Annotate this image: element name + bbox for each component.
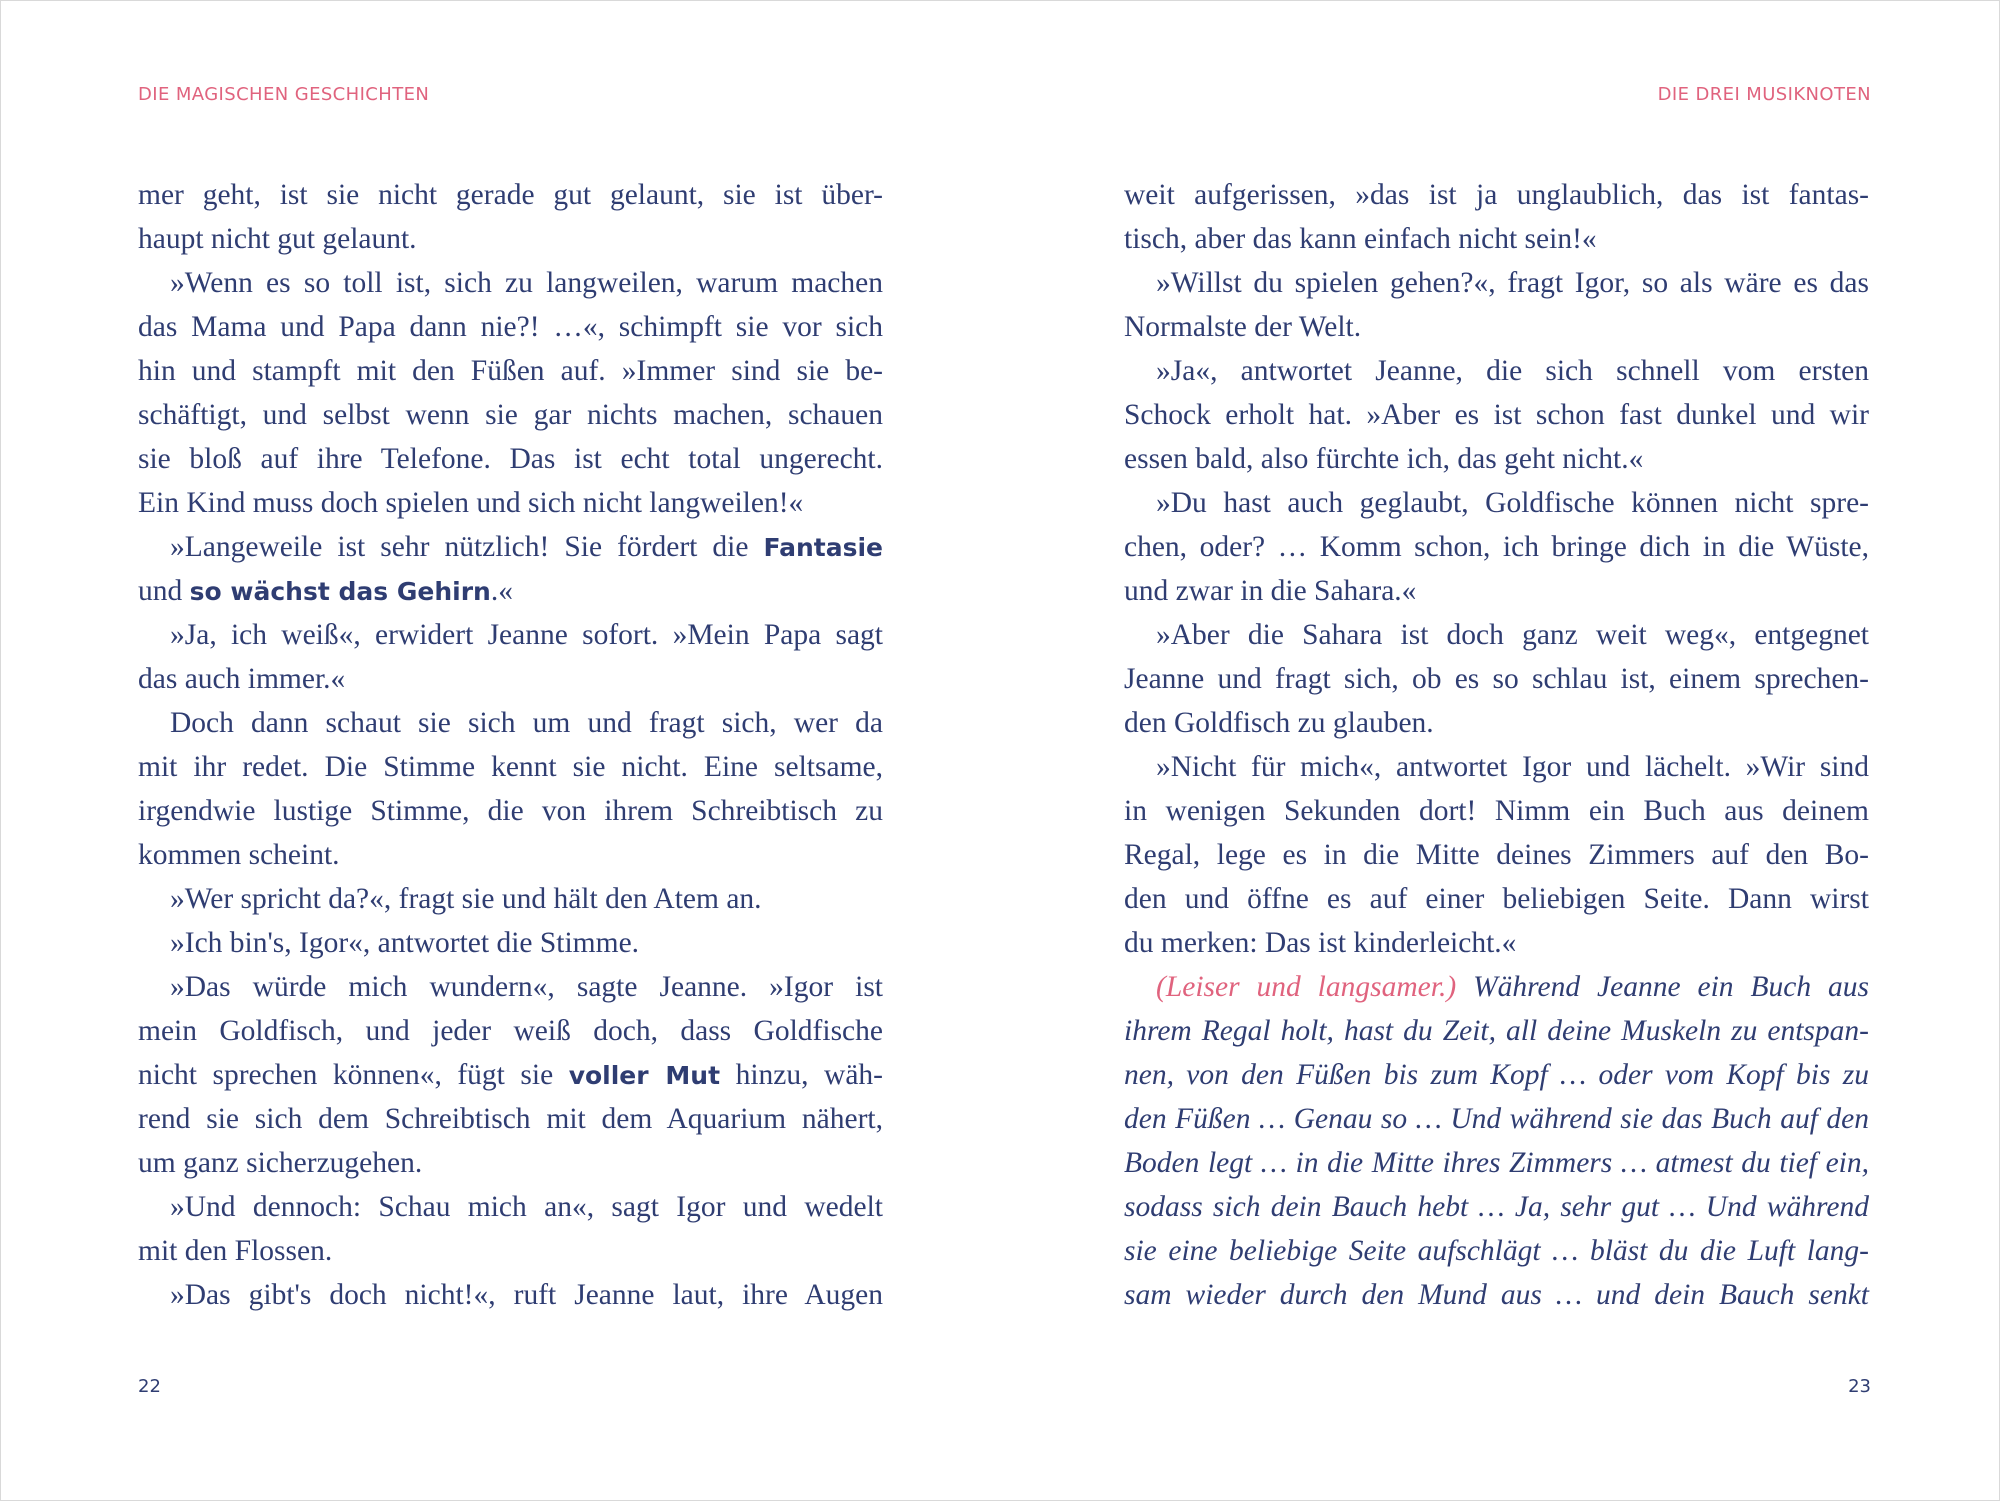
text-line: »Und dennoch: Schau mich an«, sagt Igor und wedelt: [170, 1191, 883, 1223]
text-run: hinzu, wäh-: [720, 1059, 883, 1091]
text-line: »Ja, ich weiß«, erwidert Jeanne sofort. »Mein Papa sagt: [170, 619, 883, 651]
text-line: mit den Flossen.: [138, 1235, 333, 1267]
right-page: [1000, 1, 2000, 1500]
text-line: den und öffne es auf einer beliebigen Seite. Dann wirst: [1124, 883, 1869, 915]
text-line: »Willst du spielen gehen?«, fragt Igor, so als wäre es das: [1156, 267, 1869, 299]
emphasis-fantasie: Fantasie: [763, 533, 883, 562]
text-line: in wenigen Sekunden dort! Nimm ein Buch aus deinem: [1124, 795, 1869, 827]
text-line: Jeanne und fragt sich, ob es so schlau ist, einem sprechen-: [1124, 663, 1869, 695]
text-line: Boden legt … in die Mitte ihres Zimmers … atmest du tief ein,: [1124, 1147, 1869, 1179]
text-line: »Wer spricht da?«, fragt sie und hält den Atem an.: [170, 883, 762, 915]
text-line: [138, 525, 883, 569]
text-line: sie bloß auf ihre Telefone. Das ist echt total ungerecht.: [138, 443, 883, 475]
left-body-text: [138, 173, 883, 1317]
text-line: »Aber die Sahara ist doch ganz weit weg«, entgegnet: [1156, 619, 1869, 651]
text-line: Schock erholt hat. »Aber es ist schon fast dunkel und wir: [1124, 399, 1869, 431]
text-line: irgendwie lustige Stimme, die von ihrem Schreibtisch zu: [138, 795, 883, 827]
text-run: nicht sprechen können«, fügt sie: [138, 1059, 569, 1091]
text-line: Doch dann schaut sie sich um und fragt sich, wer da: [170, 707, 883, 739]
text-line: mer geht, ist sie nicht gerade gut gelaunt, sie ist über-: [138, 179, 883, 211]
text-line: essen bald, also fürchte ich, das geht nicht.«: [1124, 443, 1644, 475]
text-run: »Langeweile ist sehr nützlich! Sie fördert die: [170, 531, 764, 563]
text-run: .«: [490, 575, 513, 607]
text-line: »Nicht für mich«, antwortet Igor und lächelt. »Wir sind: [1156, 751, 1869, 783]
text-line: [1124, 965, 1869, 1009]
text-line: um ganz sicherzugehen.: [138, 1147, 423, 1179]
text-line: [138, 569, 883, 613]
text-line: sam wieder durch den Mund aus … und dein Bauch senkt: [1124, 1279, 1869, 1311]
emphasis-gehirn: so wächst das Gehirn: [189, 577, 491, 606]
text-line: den Füßen … Genau so … Und während sie das Buch auf den: [1124, 1103, 1869, 1135]
page-number-left: 22: [138, 1376, 161, 1397]
text-line: kommen scheint.: [138, 839, 340, 871]
text-run: Während Jeanne ein Buch aus: [1456, 971, 1869, 1003]
text-line: mein Goldfisch, und jeder weiß doch, dass Goldfische: [138, 1015, 883, 1047]
text-line: Normalste der Welt.: [1124, 311, 1362, 343]
text-line: weit aufgerissen, »das ist ja unglaublich, das ist fantas-: [1124, 179, 1869, 211]
text-line: haupt nicht gut gelaunt.: [138, 223, 417, 255]
text-line: das Mama und Papa dann nie?! …«, schimpft sie vor sich: [138, 311, 883, 343]
text-line: chen, oder? … Komm schon, ich bringe dich in die Wüste,: [1124, 531, 1869, 563]
right-body-text: [1124, 173, 1869, 1317]
text-line: das auch immer.«: [138, 663, 346, 695]
text-line: du merken: Das ist kinderleicht.«: [1124, 927, 1517, 959]
emphasis-voller-mut: voller Mut: [568, 1061, 721, 1090]
text-line: nen, von den Füßen bis zum Kopf … oder vom Kopf bis zu: [1124, 1059, 1869, 1091]
text-line: tisch, aber das kann einfach nicht sein!«: [1124, 223, 1597, 255]
text-line: sodass sich dein Bauch hebt … Ja, sehr gut … Und während: [1124, 1191, 1869, 1223]
text-line: »Ich bin's, Igor«, antwortet die Stimme.: [170, 927, 640, 959]
text-line: »Das gibt's doch nicht!«, ruft Jeanne laut, ihre Augen: [170, 1279, 883, 1311]
left-page: [1, 1, 1001, 1500]
text-line: Ein Kind muss doch spielen und sich nicht langweilen!«: [138, 487, 804, 519]
text-line: Regal, lege es in die Mitte deines Zimmers auf den Bo-: [1124, 839, 1869, 871]
text-line: sie eine beliebige Seite aufschlägt … bläst du die Luft lang-: [1124, 1235, 1869, 1267]
text-line: hin und stampft mit den Füßen auf. »Immer sind sie be-: [138, 355, 883, 387]
text-line: schäftigt, und selbst wenn sie gar nichts machen, schauen: [138, 399, 883, 431]
page-number-right: 23: [1848, 1376, 1871, 1397]
running-head-right: DIE DREI MUSIKNOTEN: [1657, 84, 1871, 105]
stage-direction: (Leiser und langsamer.): [1156, 971, 1457, 1003]
text-line: mit ihr redet. Die Stimme kennt sie nicht. Eine seltsame,: [138, 751, 883, 783]
text-line: »Wenn es so toll ist, sich zu langweilen, warum machen: [170, 267, 883, 299]
text-line: ihrem Regal holt, hast du Zeit, all deine Muskeln zu entspan-: [1124, 1015, 1869, 1047]
text-line: »Du hast auch geglaubt, Goldfische können nicht spre-: [1156, 487, 1869, 519]
text-line: rend sie sich dem Schreibtisch mit dem Aquarium nähert,: [138, 1103, 883, 1135]
text-line: »Das würde mich wundern«, sagte Jeanne. »Igor ist: [170, 971, 883, 1003]
running-head-left: DIE MAGISCHEN GESCHICHTEN: [138, 84, 430, 105]
text-line: den Goldfisch zu glauben.: [1124, 707, 1434, 739]
text-run: und: [138, 575, 190, 607]
text-line: [138, 1053, 883, 1097]
text-line: »Ja«, antwortet Jeanne, die sich schnell vom ersten: [1156, 355, 1869, 387]
text-line: und zwar in die Sahara.«: [1124, 575, 1417, 607]
